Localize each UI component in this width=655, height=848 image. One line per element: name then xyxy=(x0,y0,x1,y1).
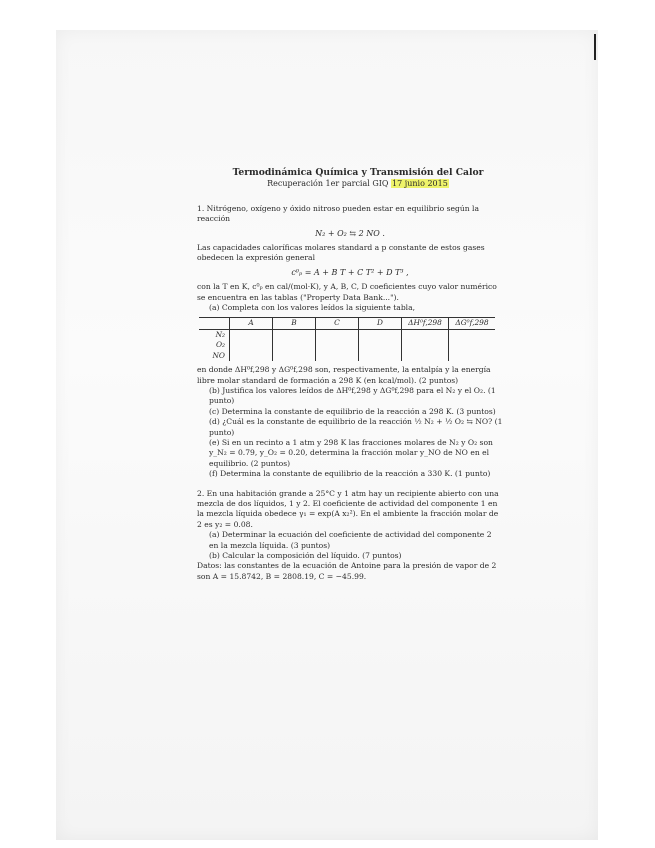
part-1b: (b) Justifica los valores leídos de ΔH⁰f,298 y ΔG⁰f,298 para el N₂ y el O₂. (1 punto) xyxy=(209,385,496,406)
row-label-no: NO xyxy=(212,350,225,360)
exam-title: Termodinámica Química y Transmisión del Calor xyxy=(232,167,484,178)
problem1-units-text: con la T en K, c⁰ₚ en cal/(mol·K), y A, B, C, D coeficientes cuyo valor numérico se encuentra en las tablas ("Property Data Bank..."). xyxy=(197,282,497,302)
exam-subtitle xyxy=(213,179,503,189)
part-1e: (e) Si en un recinto a 1 atm y 298 K las fracciones molares de N₂ y O₂ son y_N₂ = 0.79, y_O₂ = 0.20, determina la fracción molar y_NO de NO en el equilibrio. (2 puntos) xyxy=(209,437,493,468)
reaction-equation: N₂ + O₂ ⇆ 2 NO . xyxy=(315,228,385,238)
part-1a: (a) Completa con los valores leídos la siguiente tabla, xyxy=(209,303,416,313)
part-1f: (f) Determina la constante de equilibrio de la reacción a 330 K. (1 punto) xyxy=(209,469,491,479)
row-label-o2: O₂ xyxy=(215,340,225,350)
highlighted-date: 17 junio 2015 xyxy=(392,179,448,189)
col-header-a: A xyxy=(230,318,273,329)
table-explanation: en donde ΔH⁰f,298 y ΔG⁰f,298 son, respectivamente, la entalpía y la energía libre molar standard de formación a 298 K (en kcal/mol). (2 puntos) xyxy=(197,365,491,385)
problem1-cp-text: Las capacidades caloríficas molares standard a p constante de estos gases obedecen la expresión general xyxy=(197,243,485,263)
part-2a: (a) Determinar la ecuación del coeficiente de actividad del componente 2 en la mezcla líquida. (3 puntos) xyxy=(209,530,492,550)
exam-content xyxy=(197,168,503,582)
row-label-n2: N₂ xyxy=(215,329,225,339)
cp-equation: c⁰ₚ = A + B T + C T² + D T³ , xyxy=(291,267,409,277)
col-header-d: D xyxy=(359,318,402,329)
col-header-dg: ΔG⁰f,298 xyxy=(449,318,496,329)
problem1-intro: 1. Nitrógeno, oxígeno y óxido nitroso pueden estar en equilibrio según la reacción xyxy=(197,203,479,224)
table-row xyxy=(199,340,495,350)
subtitle-text: Recuperación 1er parcial GIQ xyxy=(267,179,389,189)
part-1d: (d) ¿Cuál es la constante de equilibrio de la reacción ½ N₂ + ½ O₂ ⇆ NO? (1 punto) xyxy=(209,417,503,437)
table-corner xyxy=(199,318,230,329)
problem2-intro: 2. En una habitación grande a 25°C y 1 atm hay un recipiente abierto con una mezcla de dos líquidos, 1 y 2. El coeficiente de actividad del componente 1 en la mezcla líquida obedece γ₁ = exp(A x₂²). En el ambiente la fracción molar de 2 es y₂ = 0.08. xyxy=(197,488,499,529)
coefficients-table xyxy=(199,317,495,361)
part-1c: (c) Determina la constante de equilibrio de la reacción a 298 K. (3 puntos) xyxy=(209,406,496,416)
part-2b: (b) Calcular la composición del líquido. (7 puntos) xyxy=(209,551,402,560)
problem2-data: Datos: las constantes de la ecuación de Antoine para la presión de vapor de 2 son A = 15.8742, B = 2808.19, C = −45.99. xyxy=(197,561,497,581)
col-header-b: B xyxy=(273,318,316,329)
table-row xyxy=(199,329,495,340)
table-row xyxy=(199,351,495,361)
col-header-dh: ΔH⁰f,298 xyxy=(402,318,449,329)
page-edge-mark xyxy=(594,34,596,60)
col-header-c: C xyxy=(316,318,359,329)
